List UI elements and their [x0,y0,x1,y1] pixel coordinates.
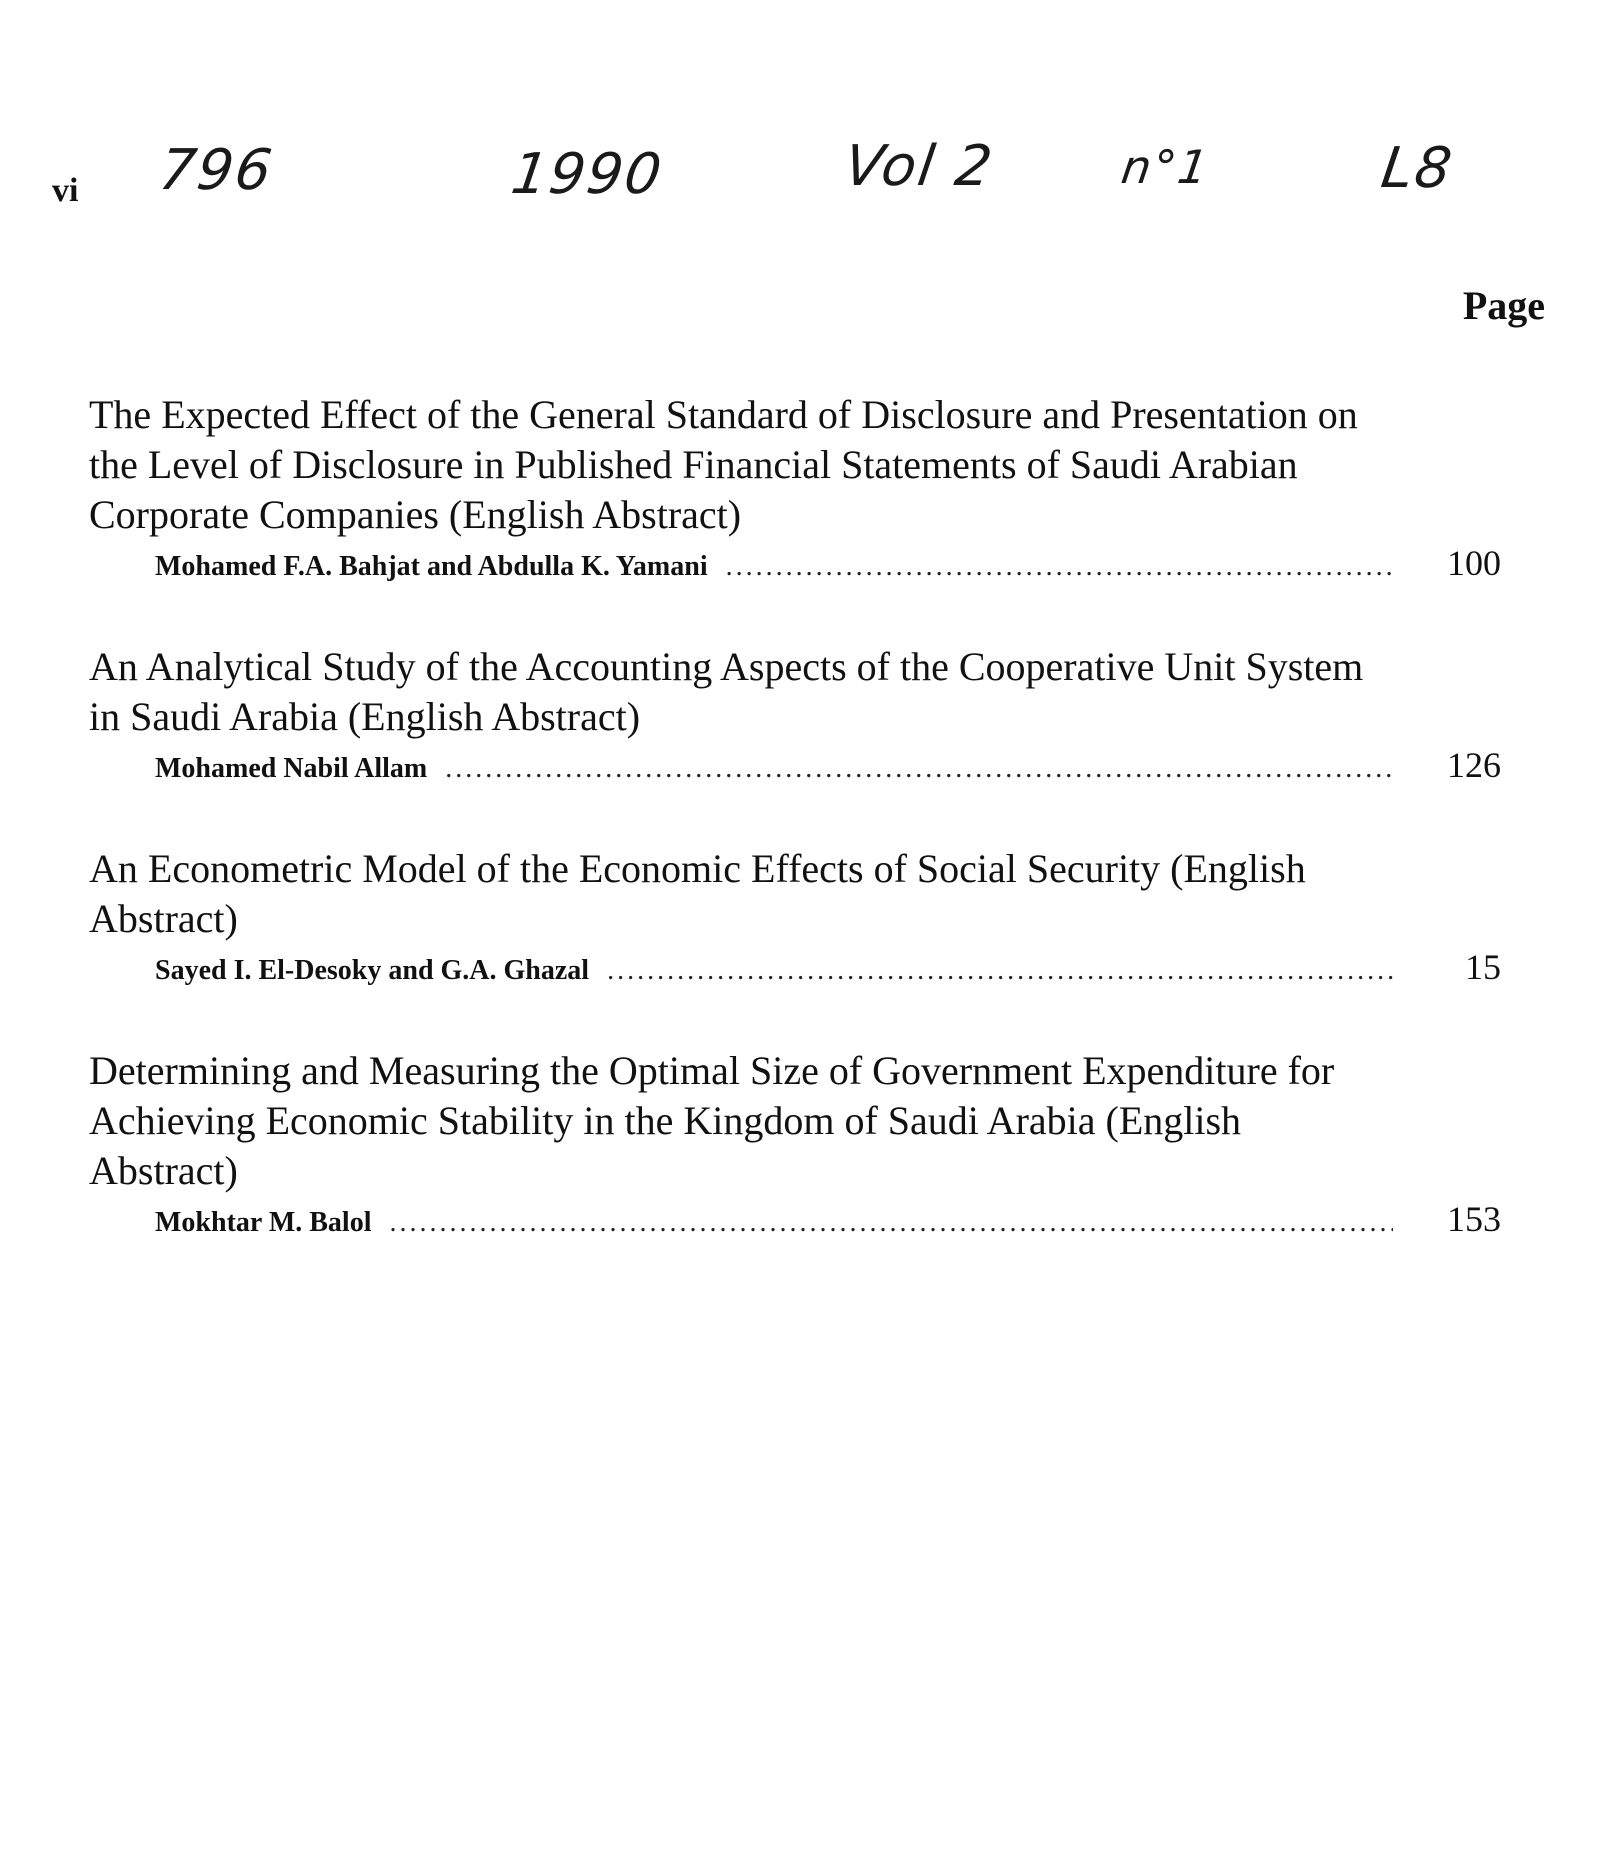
entry-title: An Analytical Study of the Accounting Aspects of the Cooperative Unit System in Saudi Arabia (English Abstract) [89,644,1364,739]
handwritten-annotation: n°1 [1118,140,1214,194]
dot-leader [445,753,1393,785]
dot-leader [726,551,1393,583]
entry-authors: Sayed I. El-Desoky and G.A. Ghazal [155,955,590,986]
entry-title: An Econometric Model of the Economic Effects of Social Security (English Abstract) [89,846,1306,941]
page-column-header: Page [1462,283,1545,328]
toc-entry [89,844,1517,996]
entry-page-number: 15 [1465,947,1501,987]
entry-author-line [89,946,1517,996]
entry-page-number: 153 [1447,1199,1501,1239]
dot-leader [389,1207,1393,1239]
entry-page-number: 100 [1447,543,1501,583]
entry-author-line [89,744,1517,794]
entry-author-line [89,1198,1517,1248]
handwritten-annotation: L8 [1377,136,1458,201]
entry-page-number: 126 [1447,745,1501,785]
dot-leader [607,955,1393,987]
entry-authors: Mohamed Nabil Allam [155,753,428,784]
handwritten-annotation: 796 [155,138,278,203]
entry-authors: Mokhtar M. Balol [155,1207,372,1238]
handwritten-annotation: 1990 [507,142,668,207]
handwritten-annotation: Vol 2 [840,134,998,199]
toc-entry [89,1046,1517,1248]
entry-author-line [89,542,1517,592]
entry-title: The Expected Effect of the General Standard of Disclosure and Presentation on the Level of Disclosure in Published Financial Statements of Saudi Arabian Corporate Companies (English Abstract) [89,392,1358,537]
page-number: vi [52,172,79,209]
entry-title: Determining and Measuring the Optimal Size of Government Expenditure for Achieving Economic Stability in the Kingdom of Saudi Arabia (English Abstract) [89,1048,1335,1193]
toc-entry [89,642,1517,794]
entry-authors: Mohamed F.A. Bahjat and Abdulla K. Yamani [155,551,708,582]
table-of-contents [89,390,1517,1298]
toc-entry [89,390,1517,592]
